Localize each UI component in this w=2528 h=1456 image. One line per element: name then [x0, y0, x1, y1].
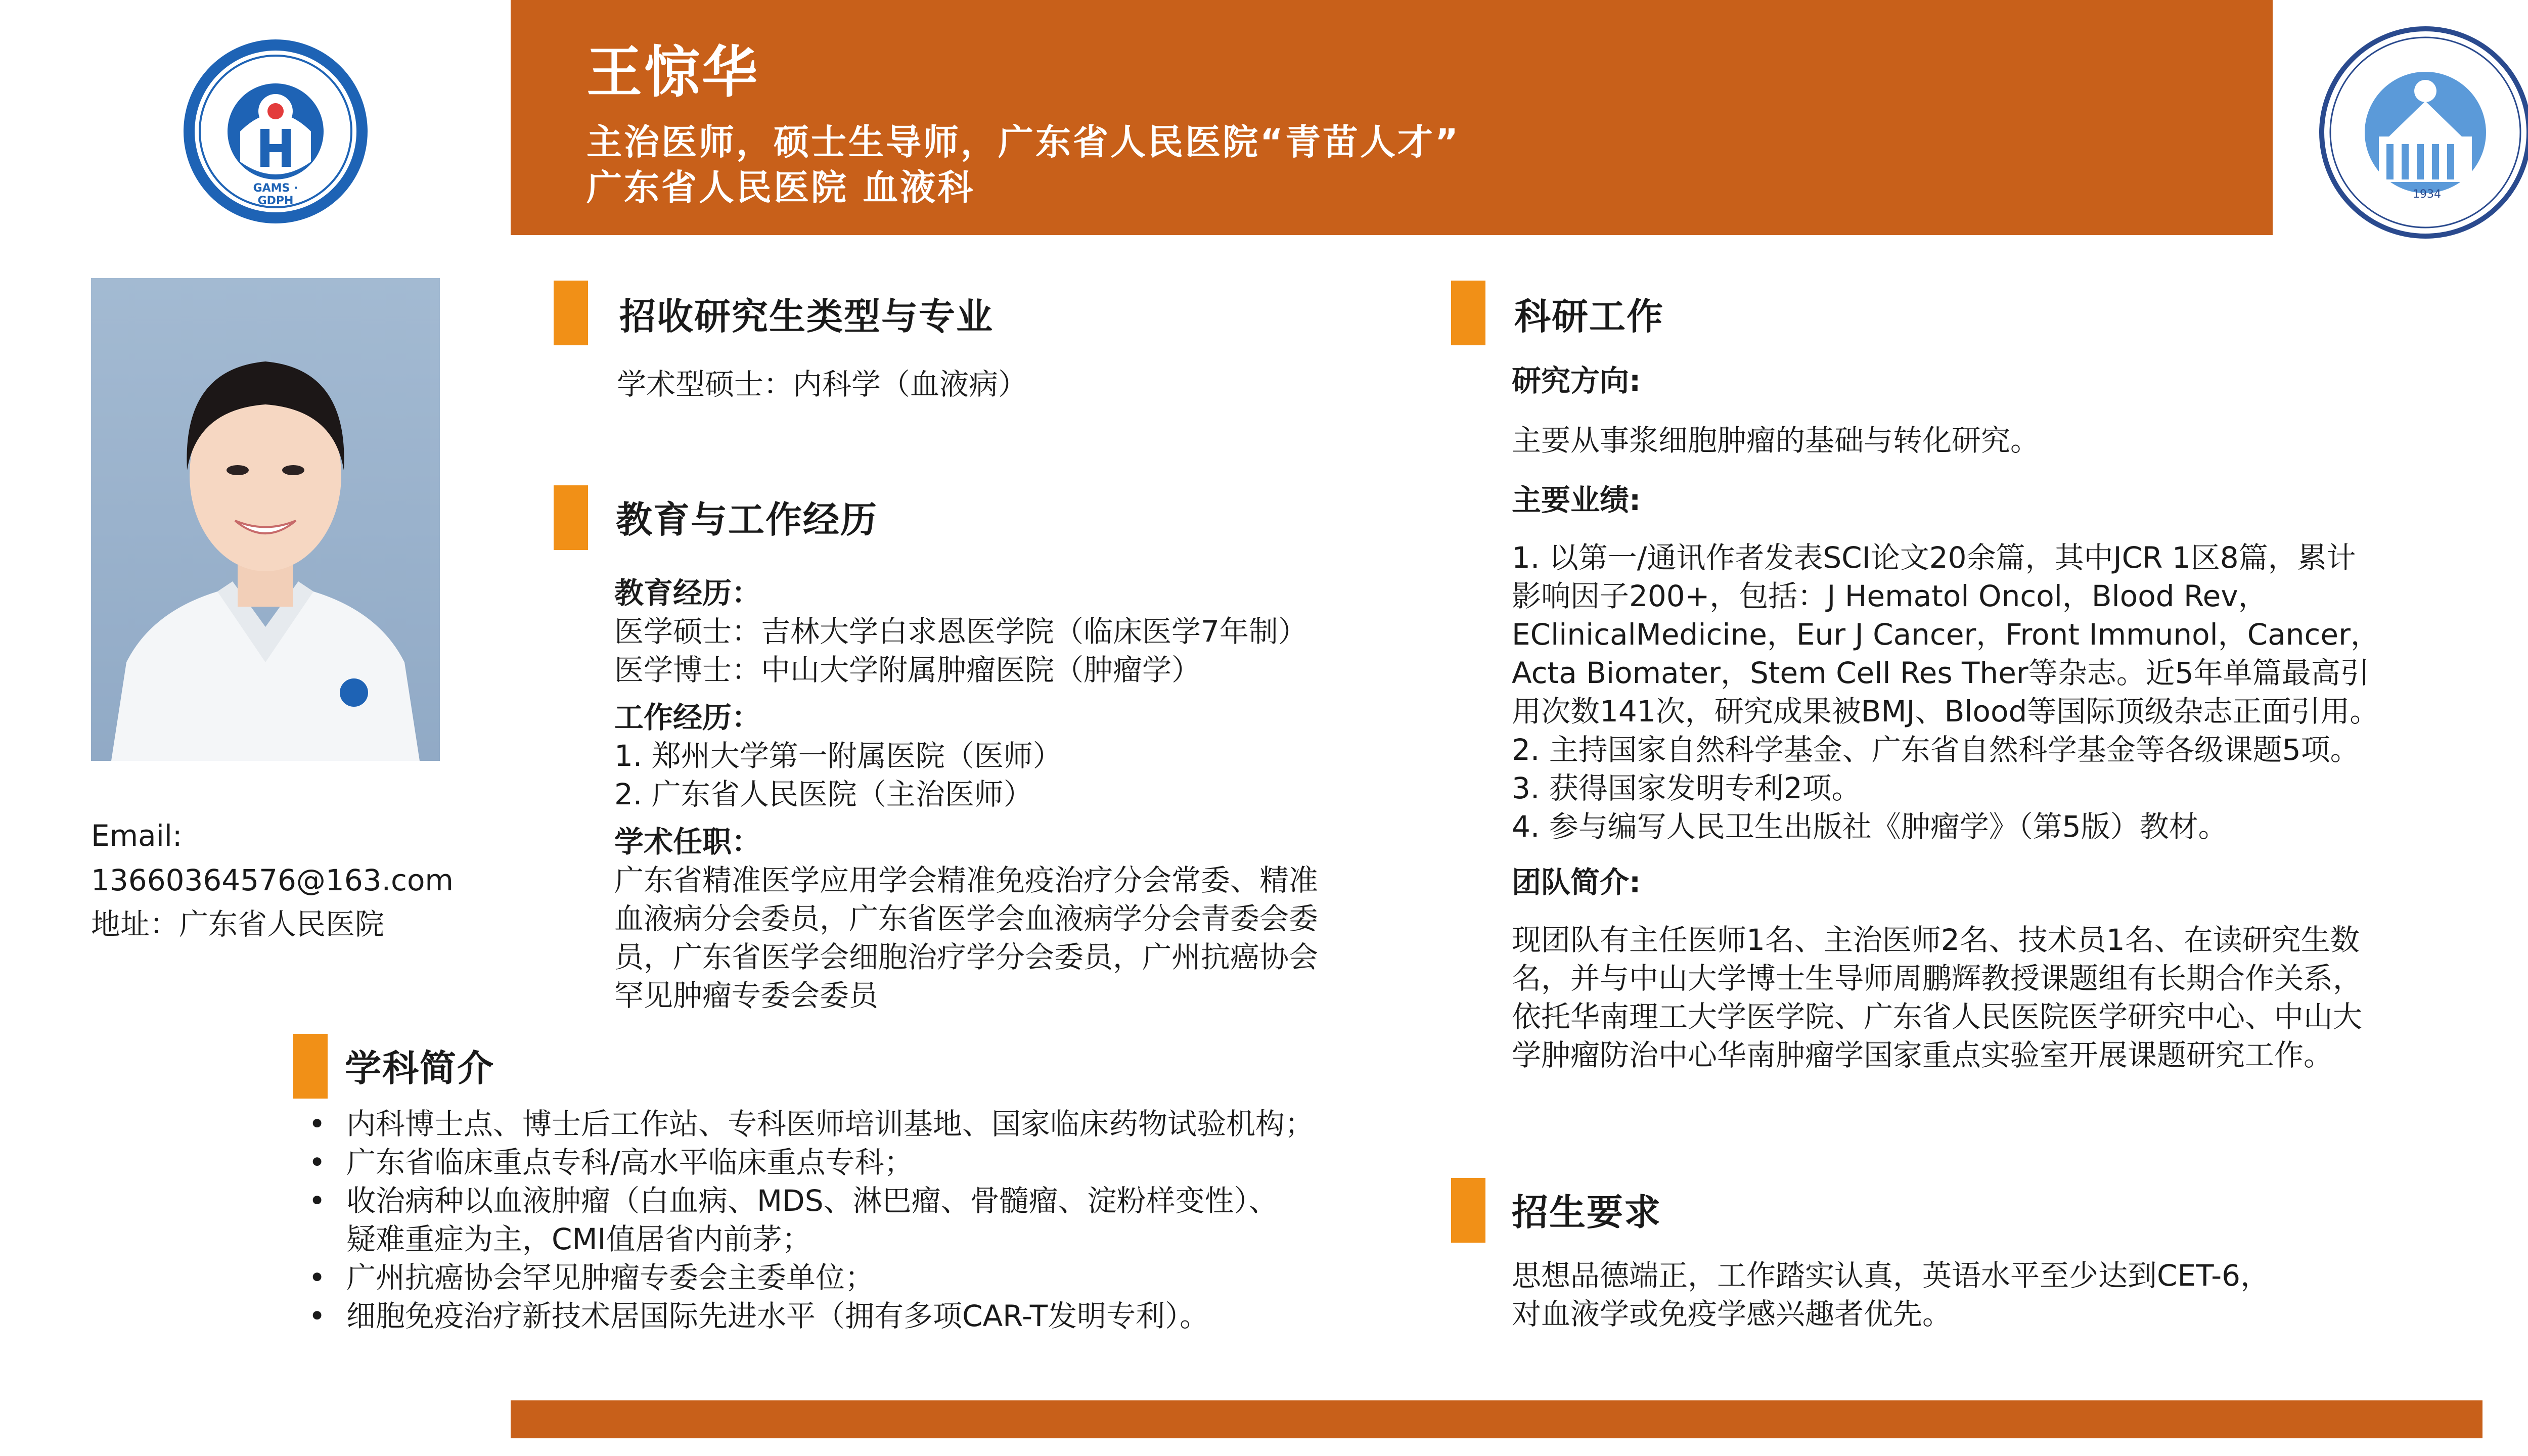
- section-marker: [293, 1034, 328, 1099]
- requirement-line: 对血液学或免疫学感兴趣者优先。: [1512, 1297, 1952, 1331]
- edu-label: 教育经历：: [614, 576, 761, 610]
- list-item-continuation: 疑难重症为主，CMI值居省内前茅；: [346, 1222, 811, 1256]
- position-line: 罕见肿瘤专委会委员: [614, 978, 879, 1013]
- discipline-title: 学科简介: [345, 1047, 495, 1089]
- work-label: 工作经历：: [614, 700, 761, 735]
- position-line: 广东省精准医学应用学会精准免疫治疗分会常委、精准: [614, 863, 1319, 897]
- achievement-line: 3. 获得国家发明专利2项。: [1512, 771, 1861, 805]
- list-item: • 广州抗癌协会罕见肿瘤专委会主委单位；: [298, 1258, 1461, 1297]
- direction-label: 研究方向:: [1512, 363, 1641, 398]
- list-item-text: 收治病种以血液肿瘤（白血病、MDS、淋巴瘤、骨髓瘤、淀粉样变性）、: [346, 1184, 1278, 1218]
- achievement-line: 4. 参与编写人民卫生出版社《肿瘤学》（第5版）教材。: [1512, 809, 2228, 844]
- requirements-text: [1512, 1256, 2523, 1333]
- work-item: 1. 郑州大学第一附属医院（医师）: [614, 739, 1062, 773]
- team-text: [1512, 921, 2523, 1074]
- address: 地址：广东省人民医院: [91, 907, 385, 941]
- research-title: 科研工作: [1514, 295, 1664, 338]
- scut-logo-year: 1934: [2413, 188, 2441, 201]
- team-line: 名，并与中山大学博士生导师周鹏辉教授课题组有长期合作关系，: [1512, 961, 2363, 995]
- achievement-line: EClinicalMedicine，Eur J Cancer，Front Immunol，Cancer，: [1512, 617, 2380, 652]
- team-line: 学肿瘤防治中心华南肿瘤学国家重点实验室开展课题研究工作。: [1512, 1038, 2333, 1072]
- doctor-name: 王惊华: [586, 40, 759, 105]
- team-line: 依托华南理工大学医学院、广东省人民医院医学研究中心、中山大: [1512, 999, 2363, 1034]
- achievement-line: 1. 以第一/通讯作者发表SCI论文20余篇，其中JCR 1区8篇，累计: [1512, 540, 2356, 575]
- department-line: 广东省人民医院 血液科: [586, 167, 975, 208]
- recruit-type-title: 招收研究生类型与专业: [619, 295, 994, 338]
- title-line: 主治医师，硕士生导师，广东省人民医院“青苗人才”: [586, 121, 1461, 163]
- direction-text: 主要从事浆细胞肿瘤的基础与转化研究。: [1512, 423, 2040, 458]
- list-item: • 内科博士点、博士后工作站、专科医师培训基地、国家临床药物试验机构；: [298, 1105, 1461, 1143]
- gdph-logo-caption: GAMS · GDPH: [253, 182, 298, 207]
- requirements-title: 招生要求: [1512, 1191, 1662, 1234]
- education-block: [614, 574, 1423, 1015]
- research-block: [1512, 361, 2523, 1074]
- position-label: 学术任职：: [614, 825, 761, 859]
- list-item: • 广东省临床重点专科/高水平临床重点专科；: [298, 1143, 1461, 1181]
- edu-item: 医学博士：中山大学附属肿瘤医院（肿瘤学）: [614, 653, 1201, 687]
- profile-photo: [91, 278, 440, 761]
- achievement-line: 2. 主持国家自然科学基金、广东省自然科学基金等各级课题5项。: [1512, 733, 2360, 767]
- section-marker: [554, 281, 588, 345]
- section-marker: [554, 485, 588, 550]
- discipline-list: [298, 1105, 1461, 1335]
- team-line: 现团队有主任医师1名、主治医师2名、技术员1名、在读研究生数: [1512, 923, 2360, 957]
- section-marker: [1451, 1178, 1485, 1243]
- list-item: • 细胞免疫治疗新技术居国际先进水平（拥有多项CAR-T发明专利）。: [298, 1297, 1461, 1335]
- section-marker: [1451, 281, 1485, 345]
- achievements-label: 主要业绩:: [1512, 483, 1641, 517]
- achievements-list: [1512, 538, 2523, 846]
- list-item: [298, 1181, 1461, 1258]
- achievement-line: 影响因子200+，包括：J Hematol Oncol，Blood Rev，: [1512, 579, 2268, 613]
- recruit-type-text: 学术型硕士：内科学（血液病）: [617, 367, 1028, 401]
- scut-logo: [2318, 25, 2528, 240]
- team-label: 团队简介:: [1512, 865, 1641, 899]
- achievement-line: 用次数141次，研究成果被BMJ、Blood等国际顶级杂志正面引用。: [1512, 694, 2379, 729]
- work-item: 2. 广东省人民医院（主治医师）: [614, 777, 1033, 811]
- education-title: 教育与工作经历: [616, 498, 878, 541]
- footer-bar: [511, 1400, 2482, 1438]
- position-line: 血液病分会委员，广东省医学会血液病学分会青委会委: [614, 901, 1319, 936]
- position-line: 员，广东省医学会细胞治疗学分会委员，广州抗癌协会: [614, 940, 1319, 974]
- email-value[interactable]: 13660364576@163.com: [91, 863, 454, 897]
- edu-item: 医学硕士：吉林大学白求恩医学院（临床医学7年制）: [614, 614, 1307, 649]
- achievement-line: Acta Biomater，Stem Cell Res Ther等杂志。近5年单篇最高引: [1512, 656, 2370, 690]
- email-label: Email:: [91, 818, 183, 853]
- requirement-line: 思想品德端正，工作踏实认真，英语水平至少达到CET-6，: [1512, 1258, 2270, 1293]
